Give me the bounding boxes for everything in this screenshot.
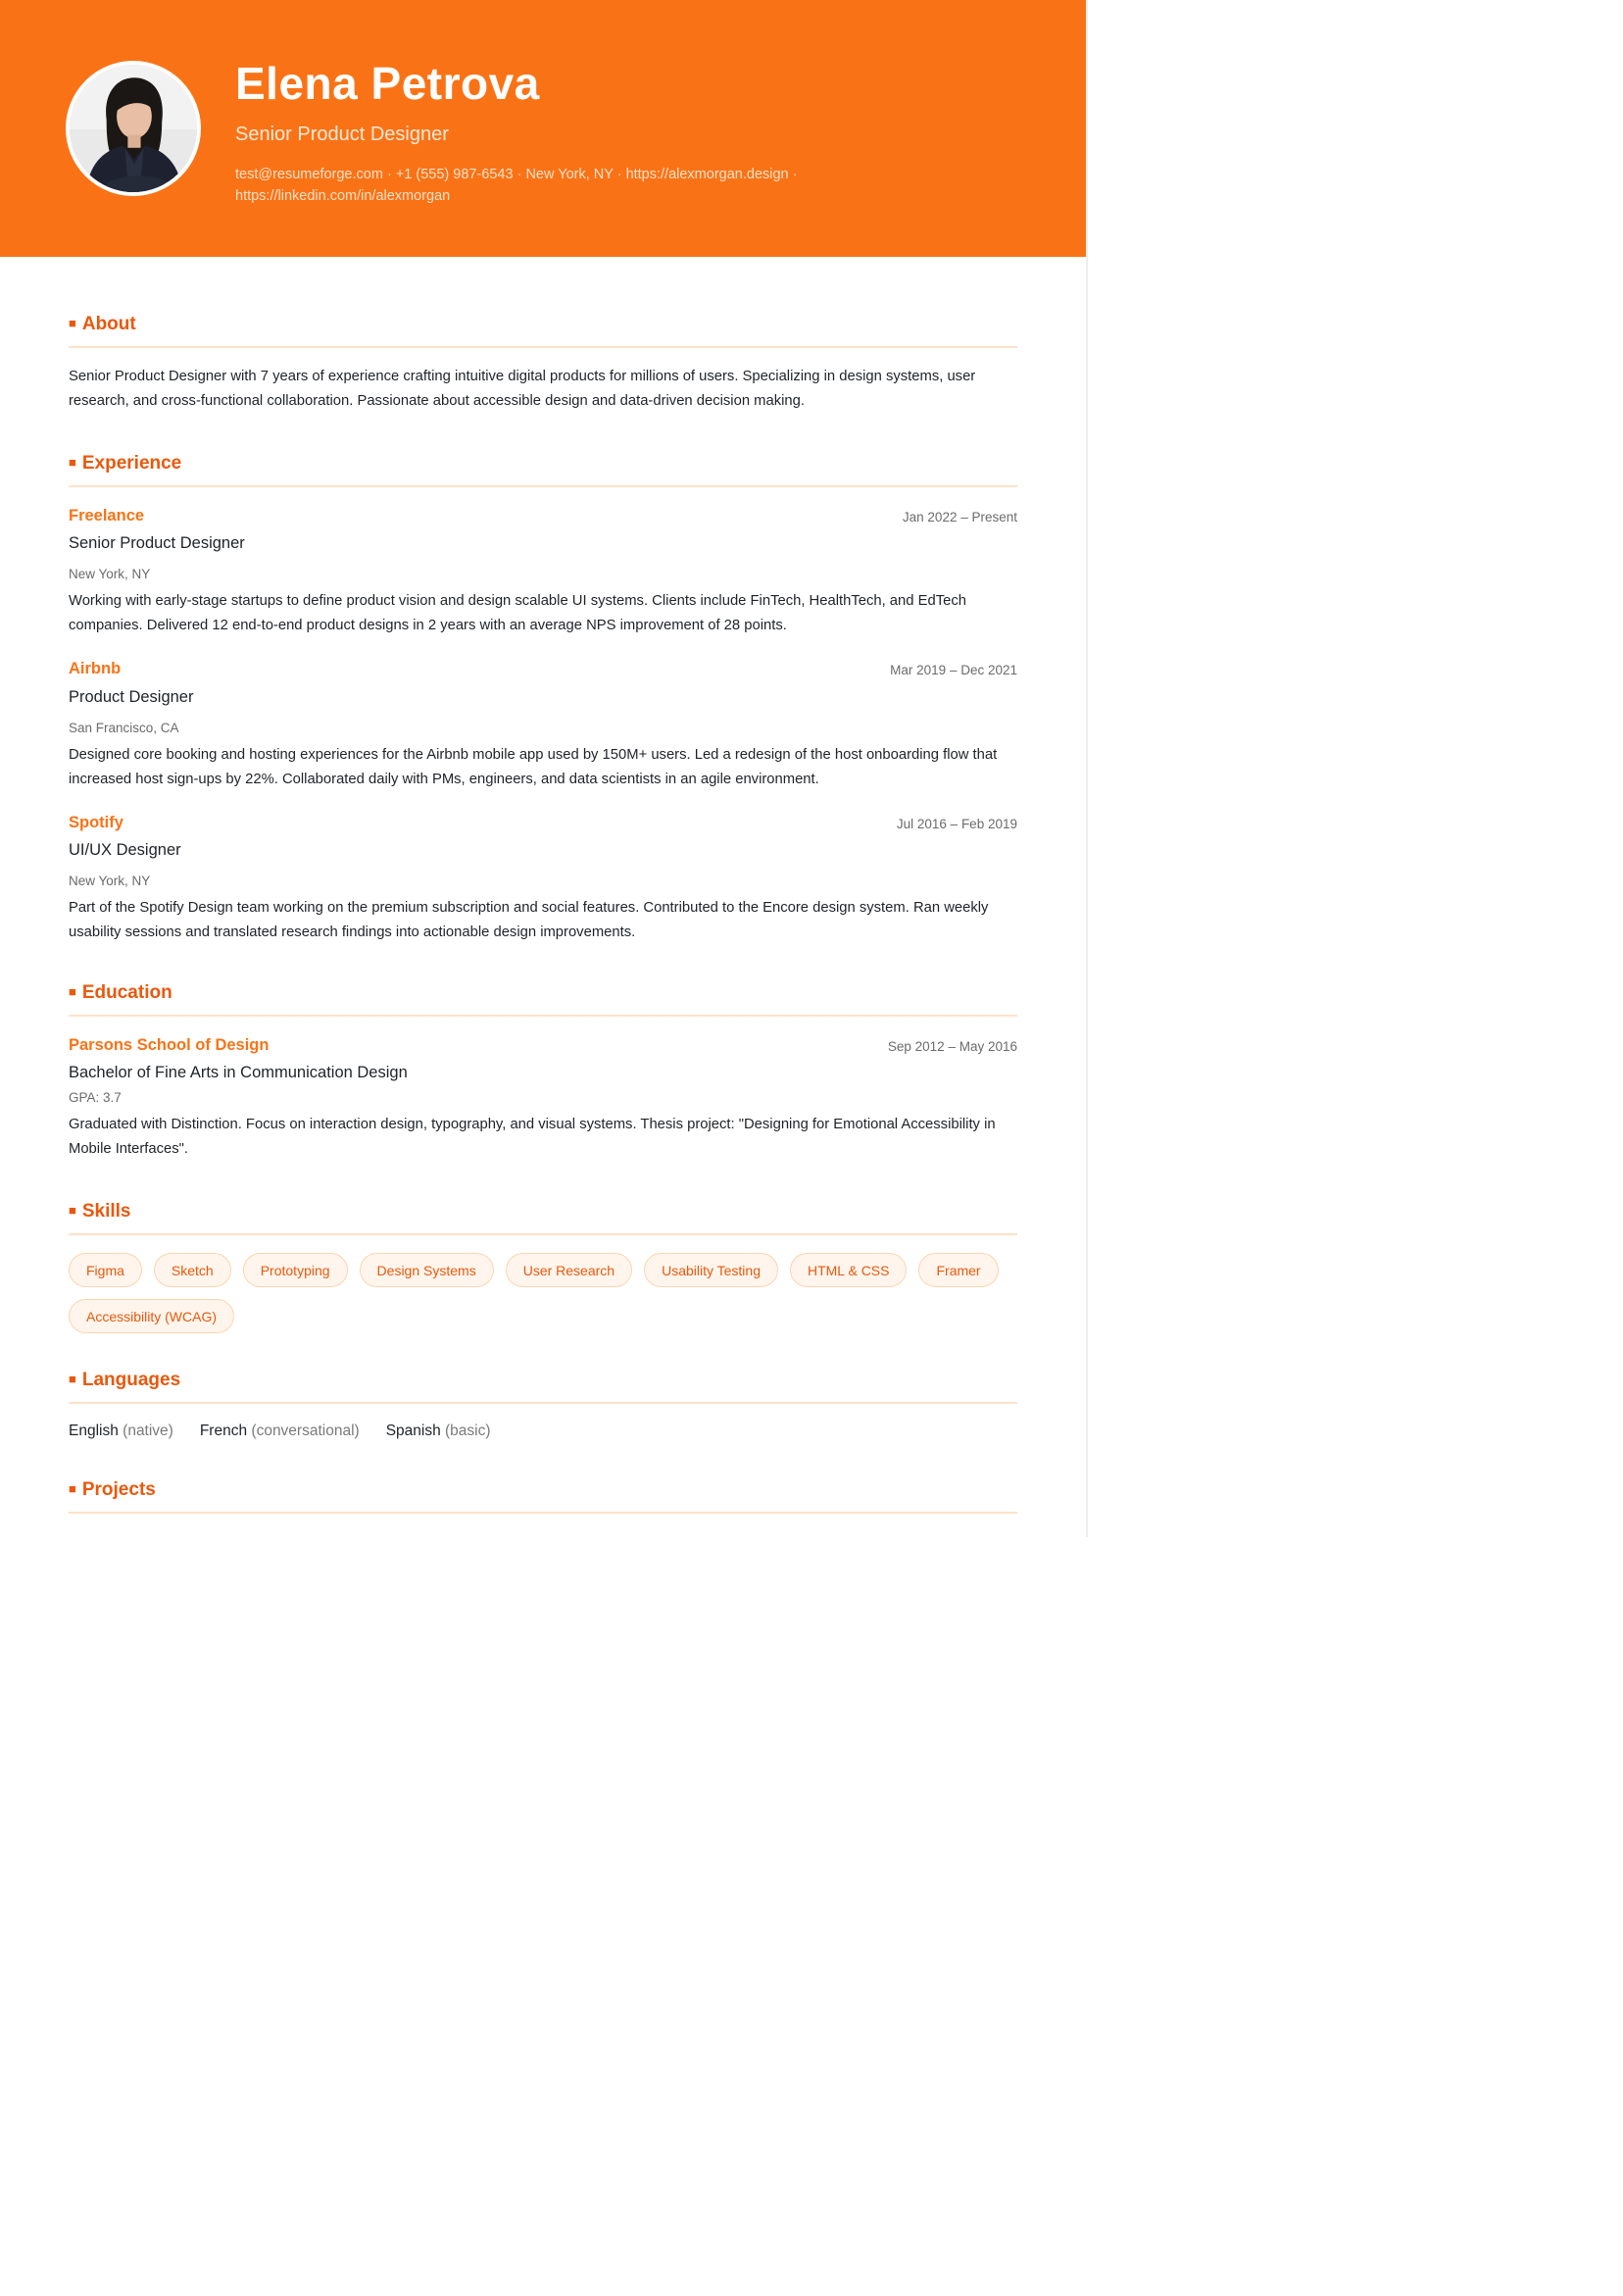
skill-chip: Usability Testing [644, 1253, 778, 1287]
education-dates: Sep 2012 – May 2016 [887, 1039, 1017, 1054]
experience-dates: Jan 2022 – Present [902, 510, 1017, 524]
languages-list [69, 1423, 491, 1440]
experience-location: San Francisco, CA [69, 721, 179, 735]
section-divider [69, 1233, 1017, 1235]
experience-description: Working with early-stage startups to define product vision and design scalable UI systems. Clients include FinTech, HealthTech, and EdTech companies. Delivered 12 end-to-end product designs in 2 years with an average NPS improvement of 28 points. [69, 593, 966, 633]
skill-chip: HTML & CSS [790, 1253, 908, 1287]
contact-phone[interactable]: +1 (555) 987-6543 [395, 167, 514, 182]
contact-linkedin-link[interactable]: https://linkedin.com/in/alexmorgan [235, 188, 451, 204]
contact-separator: · [516, 167, 522, 182]
contact-separator: · [386, 167, 392, 182]
section-heading-label: Projects [81, 1479, 156, 1500]
resume-header [0, 0, 1086, 257]
square-bullet-icon: ■ [69, 1372, 76, 1386]
skills-list [69, 1253, 1029, 1333]
section-heading-education [69, 982, 172, 1004]
language-name: English [69, 1423, 119, 1439]
section-divider [69, 1512, 1017, 1514]
section-divider [69, 346, 1017, 348]
square-bullet-icon: ■ [69, 984, 76, 999]
experience-location: New York, NY [69, 873, 151, 888]
skill-chip: Sketch [154, 1253, 231, 1287]
experience-role: Product Designer [69, 688, 194, 706]
experience-description: Designed core booking and hosting experiences for the Airbnb mobile app used by 150M+ users. Led a redesign of the host onboarding flow that increased host sign-ups by 22%. Collaborated daily with PMs, engineers, and data scientists in an agile environment. [69, 747, 998, 787]
contact-separator: · [792, 167, 798, 182]
section-heading-skills [69, 1201, 131, 1223]
language-item [200, 1423, 360, 1440]
education-description: Graduated with Distinction. Focus on interaction design, typography, and visual systems. Thesis project: "Designing for Emotional Accessibility in Mobile Interfaces". [69, 1117, 996, 1157]
experience-location: New York, NY [69, 567, 151, 581]
candidate-name: Elena Petrova [235, 58, 540, 109]
language-name: French [199, 1423, 248, 1439]
language-level: (conversational) [251, 1423, 360, 1439]
experience-company: Spotify [69, 814, 123, 831]
section-heading-projects [69, 1479, 156, 1501]
section-divider [69, 485, 1017, 487]
experience-role: Senior Product Designer [69, 534, 245, 552]
square-bullet-icon: ■ [69, 1481, 76, 1496]
skill-chip: Framer [918, 1253, 998, 1287]
education-degree: Bachelor of Fine Arts in Communication Design [69, 1064, 408, 1081]
skill-chip: Accessibility (WCAG) [69, 1299, 234, 1333]
skill-chip: Prototyping [243, 1253, 348, 1287]
contact-location: New York, NY [525, 167, 614, 182]
skill-chip: Design Systems [360, 1253, 494, 1287]
section-heading-label: About [81, 314, 136, 334]
experience-dates: Jul 2016 – Feb 2019 [896, 817, 1017, 831]
square-bullet-icon: ■ [69, 1203, 76, 1218]
candidate-title: Senior Product Designer [235, 124, 449, 145]
experience-company: Airbnb [69, 660, 122, 677]
contact-website-link[interactable]: https://alexmorgan.design [625, 167, 789, 182]
portrait-image [70, 65, 197, 192]
language-name: Spanish [385, 1423, 441, 1439]
skill-chip: Figma [69, 1253, 142, 1287]
education-gpa: GPA: 3.7 [69, 1090, 122, 1105]
section-divider [69, 1402, 1017, 1404]
experience-description: Part of the Spotify Design team working on the premium subscription and social features. Contributed to the Encore design system. Ran weekly usability sessions and translated research findings into actionable design improvements. [69, 900, 989, 940]
section-heading-label: Experience [81, 453, 182, 474]
section-heading-about [69, 314, 136, 335]
education-school: Parsons School of Design [69, 1036, 270, 1054]
square-bullet-icon: ■ [69, 455, 76, 470]
experience-dates: Mar 2019 – Dec 2021 [890, 663, 1017, 677]
experience-role: UI/UX Designer [69, 841, 181, 859]
language-level: (basic) [445, 1423, 491, 1439]
skill-chip: User Research [506, 1253, 632, 1287]
experience-company: Freelance [69, 507, 145, 524]
contact-email[interactable]: test@resumeforge.com [235, 167, 383, 182]
page-edge-divider [1086, 0, 1088, 1537]
section-divider [69, 1015, 1017, 1017]
section-heading-experience [69, 453, 181, 474]
section-heading-label: Languages [81, 1370, 181, 1390]
contact-separator: · [616, 167, 622, 182]
profile-photo [66, 61, 201, 196]
language-item [386, 1423, 491, 1440]
language-level: (native) [123, 1423, 173, 1439]
about-text: Senior Product Designer with 7 years of experience crafting intuitive digital products for millions of users. Specializing in design systems, user research, and cross-functional collaboration. Passionate about accessible design and data-driven decision making. [69, 369, 976, 409]
section-heading-languages [69, 1370, 180, 1391]
square-bullet-icon: ■ [69, 316, 76, 330]
section-heading-label: Skills [81, 1201, 131, 1222]
contact-line [235, 164, 862, 207]
language-item [69, 1423, 173, 1440]
section-heading-label: Education [81, 982, 172, 1003]
